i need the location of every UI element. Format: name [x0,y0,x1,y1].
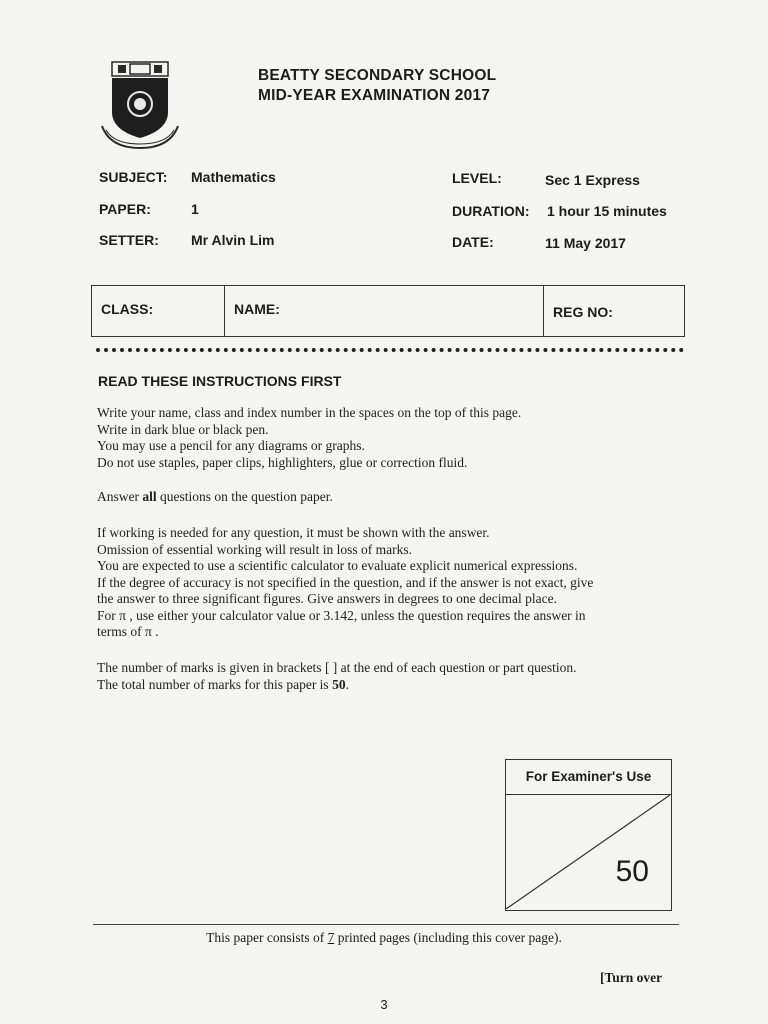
date-value: 11 May 2017 [545,235,626,251]
dotted-separator [96,348,684,358]
subject-value: Mathematics [191,169,276,185]
instruction-text: Answer [97,489,143,504]
instruction-text: The total number of marks for this paper is [97,676,333,692]
examiners-use-box [505,759,672,911]
page-count-number: 7 [327,930,335,945]
level-label: LEVEL: [452,170,502,186]
instruction-line: You are expected to use a scientific calculator to evaluate explicit numerical expressions. [97,558,578,573]
name-label: NAME: [234,301,280,317]
instruction-line: If the degree of accuracy is not specified in the question, and if the answer is not exact, give [97,574,594,590]
instruction-emphasis: all [142,489,157,504]
instructions-paragraph-3 [97,525,677,641]
instructions-paragraph-2 [97,489,677,506]
page-count-note [0,930,768,946]
reg-no-label: REG NO: [553,304,613,320]
instruction-line: For π , use either your calculator value or 3.142, unless the question requires the answer in [97,607,586,623]
duration-label: DURATION: [452,203,530,219]
page-count-text: printed pages (including this cover page). [334,930,562,945]
paper-value: 1 [191,201,199,217]
diagonal-line [506,795,670,909]
setter-label: SETTER: [99,232,159,248]
instruction-line: If working is needed for any question, it must be shown with the answer. [97,525,490,540]
examiners-use-title: For Examiner's Use [506,760,671,795]
duration-value: 1 hour 15 minutes [547,203,667,219]
instruction-line: Do not use staples, paper clips, highlighters, glue or correction fluid. [97,454,468,470]
exam-header [258,66,496,106]
instructions-paragraph-1 [97,405,677,471]
level-value: Sec 1 Express [545,172,640,188]
instruction-line: Write your name, class and index number in the spaces on the top of this page. [97,405,522,420]
class-label: CLASS: [101,301,154,317]
instructions-paragraph-4 [97,660,677,693]
paper-label: PAPER: [99,201,151,217]
examiners-total-marks: 50 [615,855,649,888]
school-name: BEATTY SECONDARY SCHOOL [258,67,497,84]
date-label: DATE: [452,234,494,250]
instruction-line: The number of marks is given in brackets [ ] at the end of each question or part question. [97,660,577,675]
instruction-line: Omission of essential working will result in loss of marks. [97,541,412,557]
turn-over-note: [Turn over [600,970,663,985]
page-count-text: This paper consists of [206,930,328,945]
subject-label: SUBJECT: [99,169,168,185]
instruction-text: questions on the question paper. [156,489,333,504]
instruction-line: You may use a pencil for any diagrams or graphs. [97,438,365,453]
instruction-line: terms of π . [97,624,159,639]
school-crest-icon [100,60,180,152]
footer-rule [93,924,679,925]
instruction-line: Write in dark blue or black pen. [97,421,269,437]
instruction-line: the answer to three significant figures. Give answers in degrees to one decimal place. [97,591,557,606]
total-marks-value: 50 [332,676,346,692]
setter-value: Mr Alvin Lim [191,232,275,248]
instruction-text: . [345,676,349,692]
student-details-box [91,285,685,337]
page-number: 3 [380,997,388,1012]
exam-title: MID-YEAR EXAMINATION 2017 [258,87,491,104]
instructions-heading: READ THESE INSTRUCTIONS FIRST [98,373,342,389]
